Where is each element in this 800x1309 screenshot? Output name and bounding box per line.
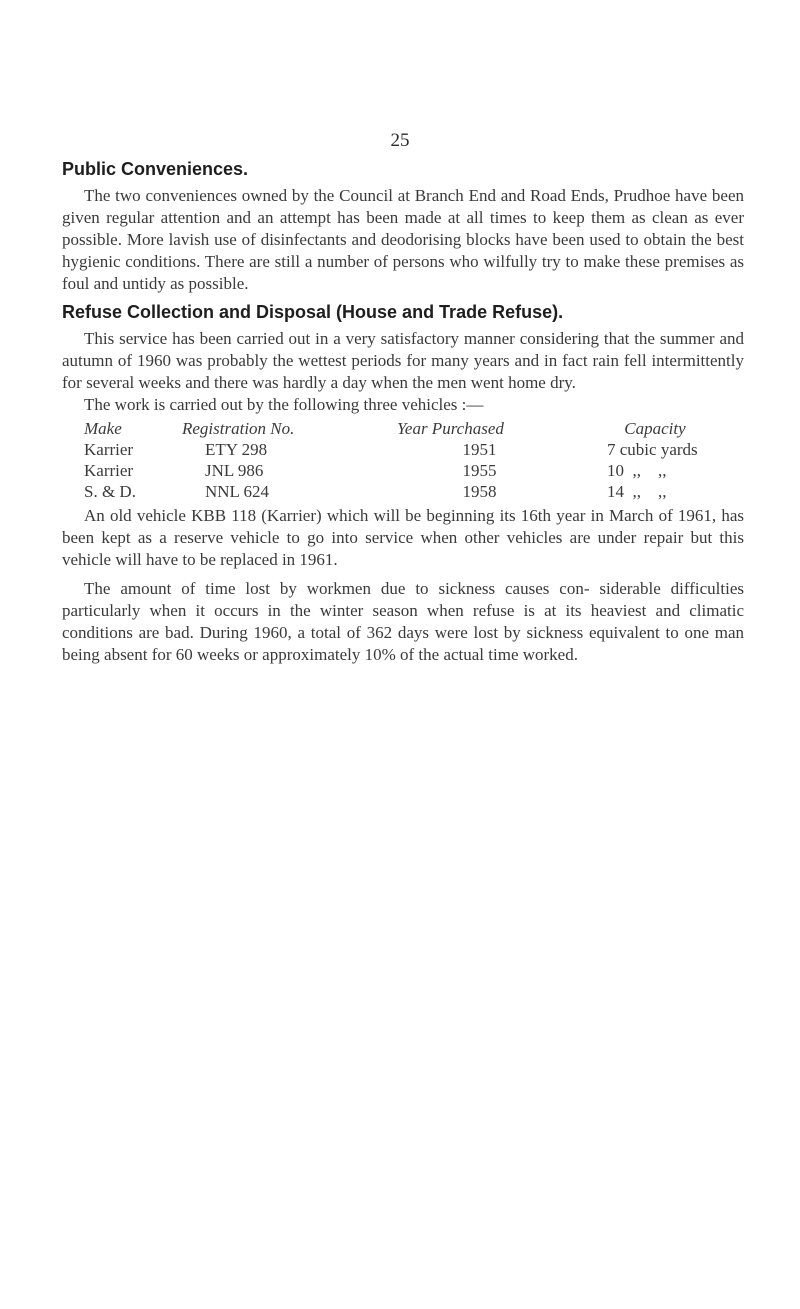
public-conveniences-paragraph: The two conveniences owned by the Council at Branch End and Road Ends, Prudhoe have been given regular attention and an attempt has been made at all times to keep them as clean as ever possible. More lavish use of disinfectants and deodorising blocks have been used to obtain the best hygienic conditions. There are still a number of persons who wilfully try to make these premises as foul and untidy as possible.	[62, 186, 744, 293]
cell-registration: ETY 298	[205, 440, 268, 459]
vehicle-table-header	[62, 418, 744, 440]
cell-make: Karrier	[84, 461, 134, 480]
cell-make: Karrier	[84, 440, 134, 459]
cell-year: 1955	[462, 461, 497, 480]
table-row	[62, 460, 744, 482]
column-header-capacity: Capacity	[624, 419, 686, 438]
cell-registration: JNL 986	[205, 461, 264, 480]
table-row	[62, 481, 744, 503]
public-conveniences-section	[62, 158, 744, 295]
cell-make: S. & D.	[84, 482, 136, 501]
page-number: 25	[390, 130, 410, 151]
cell-capacity: 14 ,, ,,	[607, 482, 667, 501]
cell-year: 1958	[462, 482, 497, 501]
cell-registration: NNL 624	[205, 482, 270, 501]
cell-capacity: 10 ,, ,,	[607, 461, 667, 480]
refuse-paragraph-reserve-vehicle: An old vehicle KBB 118 (Karrier) which will be beginning its 16th year in March of 1961, has been kept as a reserve vehicle to go into service when other vehicles are under repair but this vehicle will have to be replaced in 1961.	[62, 506, 744, 569]
vehicle-table	[62, 416, 744, 501]
cell-capacity: 7 cubic yards	[607, 440, 698, 459]
section-heading-refuse-collection: Refuse Collection and Disposal (House and Trade Refuse).	[62, 302, 564, 322]
section-heading-public-conveniences: Public Conveniences.	[62, 159, 249, 179]
refuse-paragraph-service: This service has been carried out in a very satisfactory manner considering that the summer and autumn of 1960 was probably the wettest periods for many years and in fact rain fell intermittently for several weeks and there was hardly a day when the men went home dry.	[62, 329, 744, 392]
refuse-paragraph-sickness: The amount of time lost by workmen due to sickness causes con- siderable difficulties particularly when it occurs in the winter season when refuse is at its heaviest and climatic conditions are bad. During 1960, a total of 362 days were lost by sickness equivalent to one man being absent for 60 weeks or approximately 10% of the actual time worked.	[62, 579, 744, 664]
refuse-collection-section	[62, 301, 744, 666]
column-header-registration: Registration No.	[182, 419, 295, 438]
refuse-table-intro: The work is carried out by the following three vehicles :—	[84, 395, 484, 414]
cell-year: 1951	[462, 440, 497, 459]
column-header-make: Make	[84, 419, 122, 438]
table-row	[62, 439, 744, 461]
column-header-year: Year Purchased	[397, 419, 504, 438]
